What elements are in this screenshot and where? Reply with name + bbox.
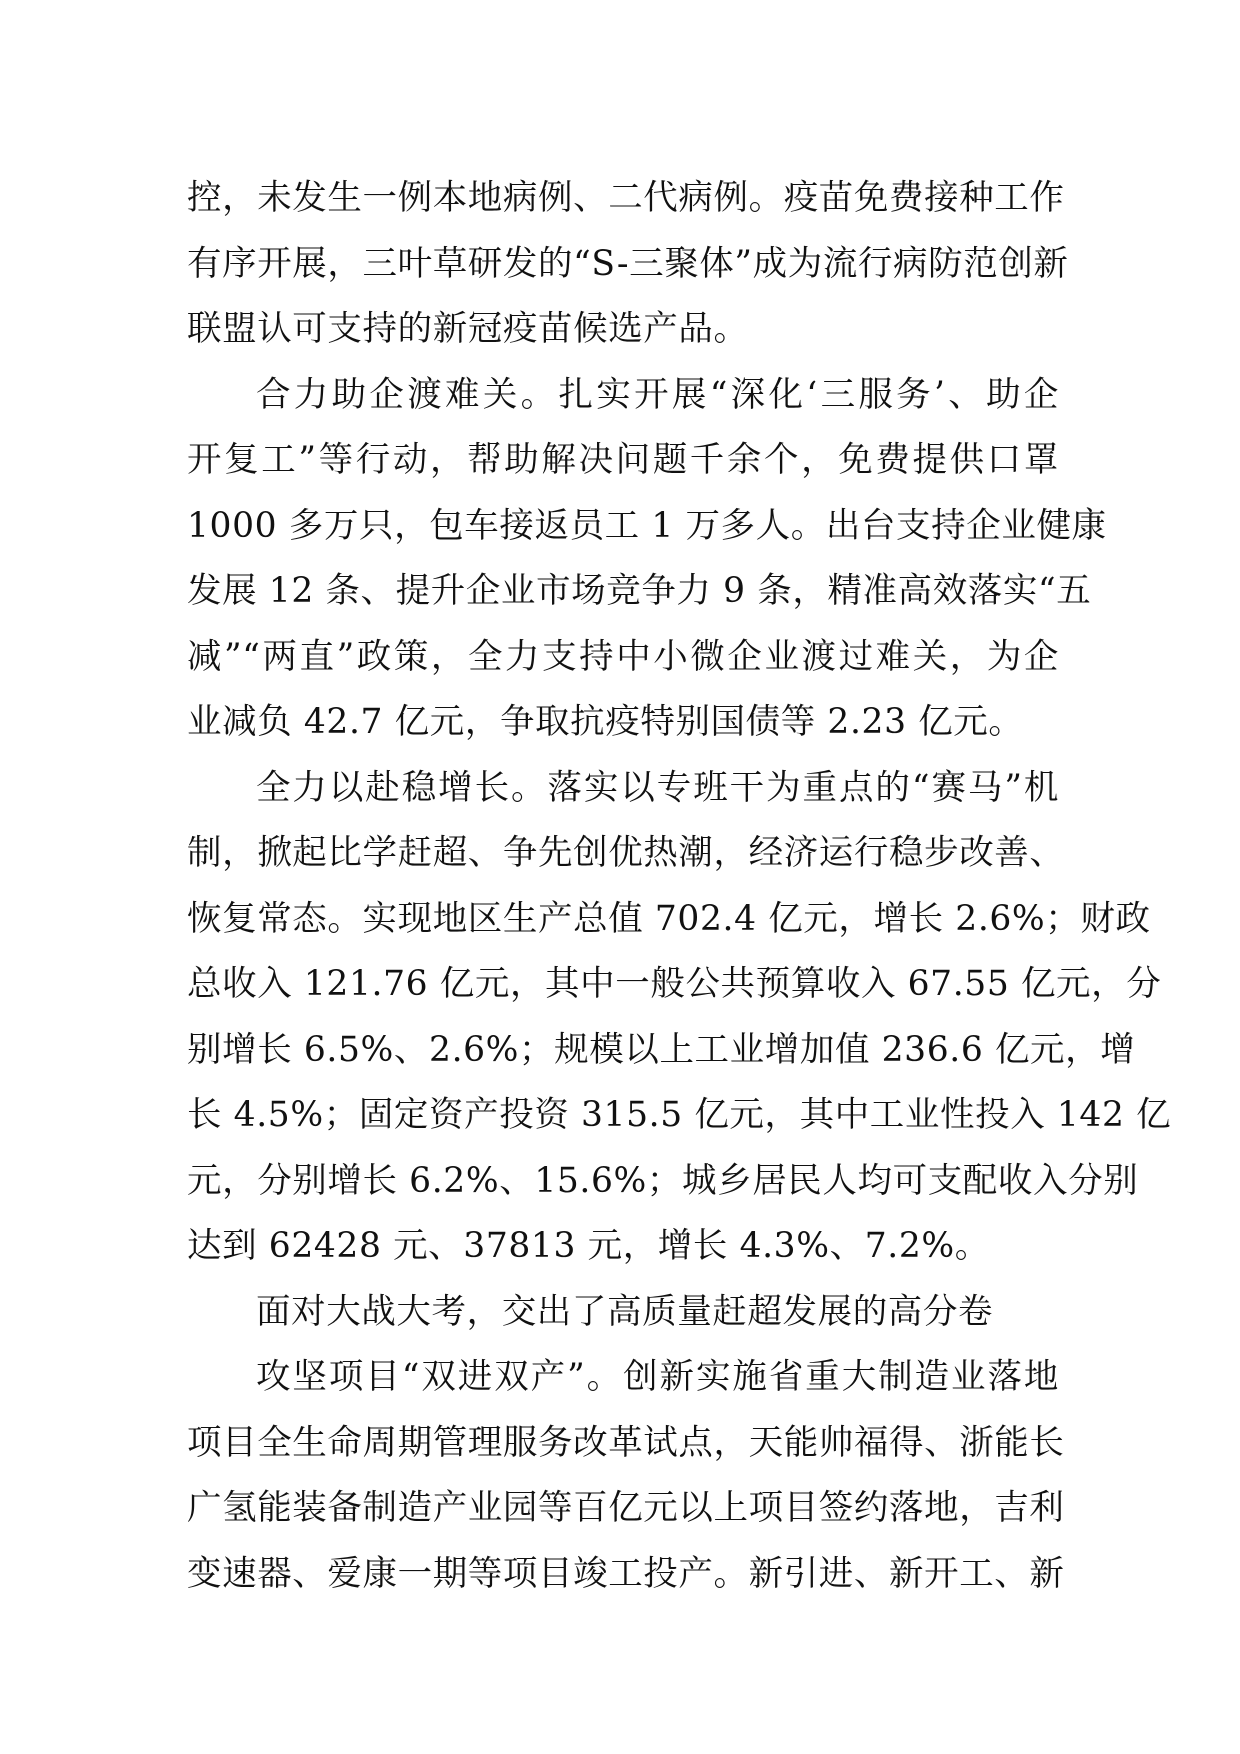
text-line: 业减负 42.7 亿元，争取抗疫特别国债等 2.23 亿元。 [187,702,1024,742]
text-line: 联盟认可支持的新冠疫苗候选产品。 [187,309,749,349]
text-line: 变速器、爱康一期等项目竣工投产。新引进、新开工、新 [187,1553,1065,1594]
text-line: 有序开展，三叶草研发的“S-三聚体”成为流行病防范创新 [187,243,1069,284]
document-body [187,166,1172,1607]
paragraph-heading-line: 全力以赴稳增长。落实以专班干为重点的“赛马”机 [256,767,1059,808]
text-line: 发展 12 条、提升企业市场竞争力 9 条，精准高效落实“五 [187,571,1092,611]
text-line: 项目全生命周期管理服务改革试点，天能帅福得、浙能长 [187,1422,1065,1463]
paragraph-heading-line: 攻坚项目“双进双产”。创新实施省重大制造业落地 [256,1357,1059,1397]
text-line: 开复工”等行动，帮助解决问题千余个，免费提供口罩 [187,440,1059,480]
text-line: 制，掀起比学赶超、争先创优热潮，经济运行稳步改善、 [187,833,1065,873]
text-line: 恢复常态。实现地区生产总值 702.4 亿元，增长 2.6%；财政 [187,898,1151,939]
text-line: 元，分别增长 6.2%、15.6%；城乡居民人均可支配收入分别 [187,1160,1139,1201]
text-line: 广氢能装备制造产业园等百亿元以上项目签约落地，吉利 [187,1488,1065,1528]
text-line: 长 4.5%；固定资产投资 315.5 亿元，其中工业性投入 142 亿 [187,1095,1172,1135]
section-heading-line: 面对大战大考，交出了高质量赶超发展的高分卷 [256,1291,994,1332]
text-line: 别增长 6.5%、2.6%；规模以上工业增加值 236.6 亿元，增 [187,1029,1136,1070]
text-line: 总收入 121.76 亿元，其中一般公共预算收入 67.55 亿元，分 [187,964,1162,1004]
text-line: 达到 62428 元、37813 元，增长 4.3%、7.2%。 [187,1226,990,1266]
text-line: 控，未发生一例本地病例、二代病例。疫苗免费接种工作 [187,178,1065,218]
text-line: 减”“两直”政策，全力支持中小微企业渡过难关，为企 [187,636,1059,677]
paragraph-heading-line: 合力助企渡难关。扎实开展“深化‘三服务’、助企 [256,374,1059,415]
text-line: 1000 多万只，包车接返员工 1 万多人。出台支持企业健康 [187,505,1107,546]
